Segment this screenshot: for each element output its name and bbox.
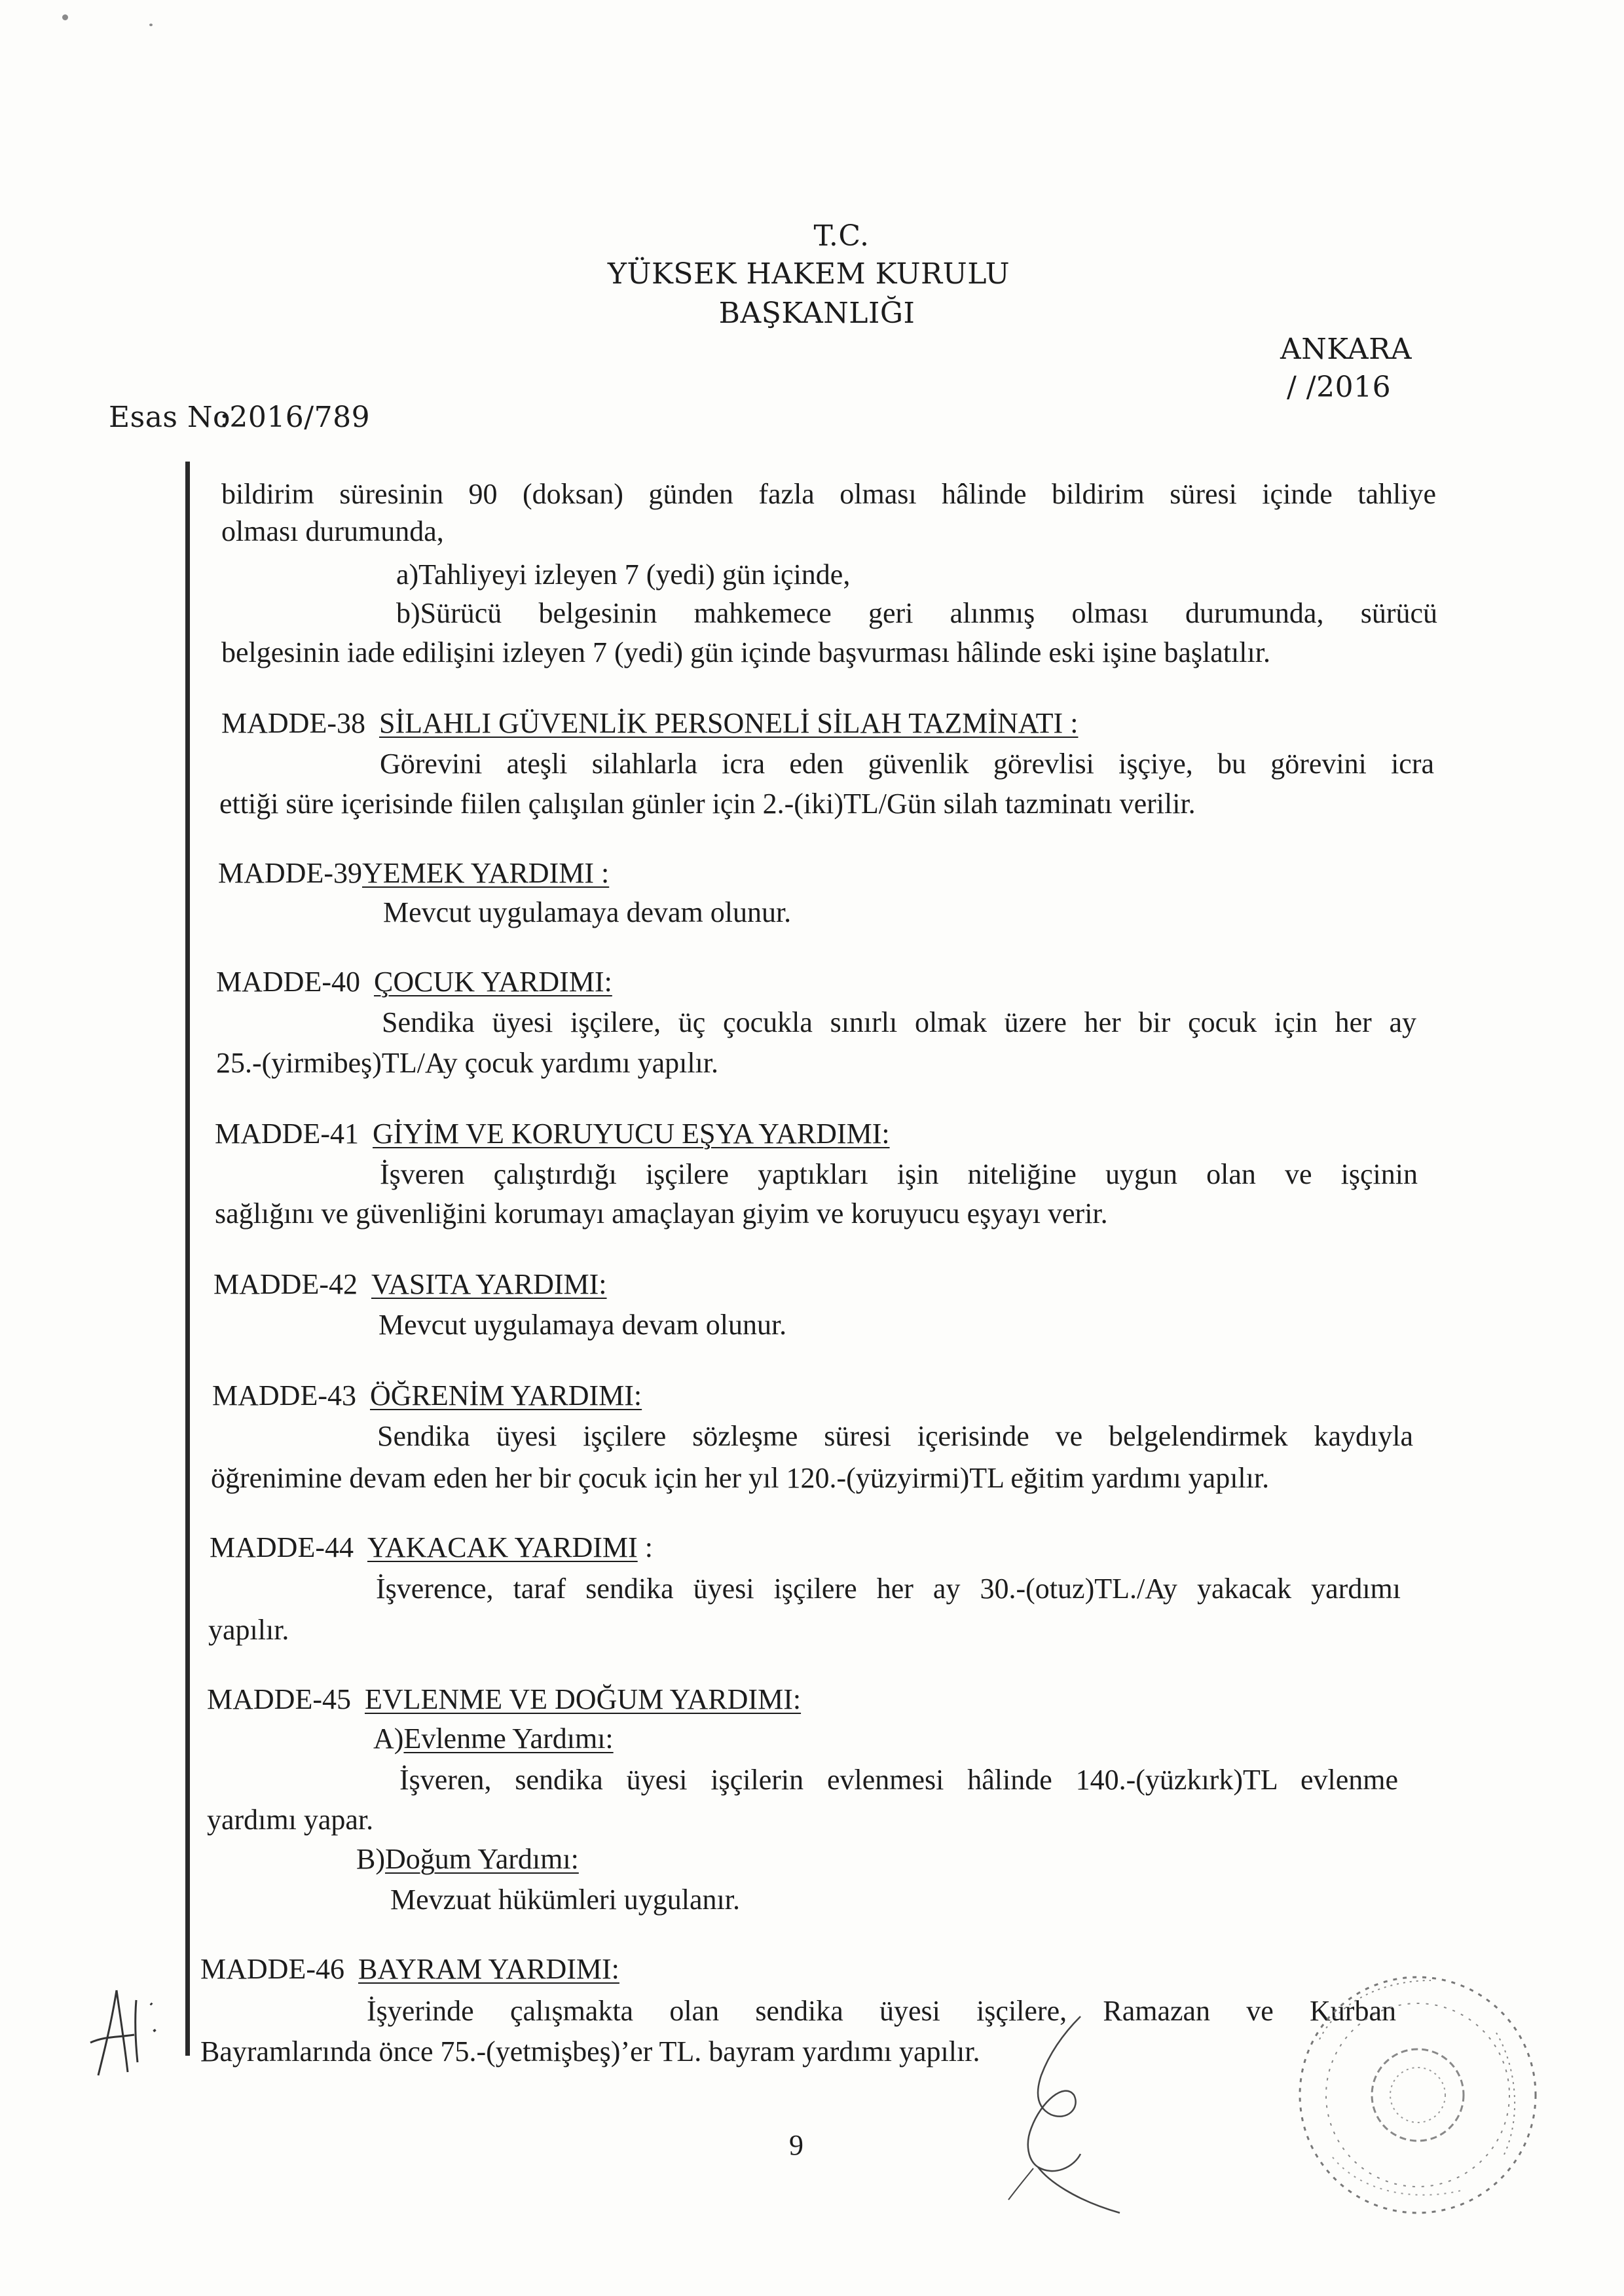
- article-40-text: Sendika üyesi işçilere, üç çocukla sınırlı olmak üzere her bir çocuk için her ay: [382, 1006, 1416, 1038]
- article-44-heading: [210, 1533, 653, 1562]
- header-presidency: BAŞKANLIĞI: [718, 297, 915, 330]
- article-46-heading: [200, 1955, 619, 1984]
- article-43-text: öğrenimine devam eden her bir çocuk için her yıl 120.-(yüzyirmi)TL eğitim yardımı yapılır.: [211, 1462, 1270, 1494]
- article-45-sub-b-heading: [356, 1845, 579, 1874]
- article-45-sub-b-text: Mevzuat hükümleri uygulanır.: [390, 1884, 740, 1916]
- header-date: / /2016: [1287, 371, 1392, 404]
- intro-item-b: b)Sürücü belgesinin mahkemece geri alınmış olması durumunda, sürücü: [396, 597, 1437, 629]
- article-number: MADDE-39: [218, 857, 362, 889]
- article-40-text: 25.-(yirmibeş)TL/Ay çocuk yardımı yapılır.: [216, 1047, 718, 1079]
- article-41-text: İşveren çalıştırdığı işçilere yaptıkları işin niteliğine uygun olan ve işçinin: [380, 1158, 1418, 1190]
- sub-title: Doğum Yardımı:: [385, 1843, 579, 1875]
- article-title: ÖĞRENİM YARDIMI:: [369, 1379, 642, 1412]
- article-title: EVLENME VE DOĞUM YARDIMI:: [364, 1683, 802, 1715]
- article-number: MADDE-46: [200, 1953, 344, 1985]
- article-45-sub-a-text: İşveren, sendika üyesi işçilerin evlenmesi hâlinde 140.-(yüzkırk)TL evlenme: [399, 1764, 1398, 1796]
- article-46-text: İşyerinde çalışmakta olan sendika üyesi işçilere, Ramazan ve Kurban: [367, 1995, 1396, 2027]
- article-title: VASITA YARDIMI:: [371, 1268, 607, 1300]
- article-title: SİLAHLI GÜVENLİK PERSONELİ SİLAH TAZMİNATI :: [378, 707, 1079, 739]
- article-45-heading: [207, 1685, 801, 1714]
- article-number: MADDE-45: [207, 1683, 351, 1715]
- article-title: ÇOCUK YARDIMI:: [373, 966, 612, 998]
- article-38-text: Görevini ateşli silahlarla icra eden güvenlik görevlisi işçiye, bu görevini icra: [380, 748, 1434, 780]
- article-46-text: Bayramlarında önce 75.-(yetmişbeş)’er TL. bayram yardımı yapılır.: [200, 2035, 980, 2068]
- scan-speck: [62, 14, 68, 20]
- article-44-text: yapılır.: [208, 1614, 289, 1646]
- sub-prefix: B): [356, 1843, 385, 1875]
- article-42-heading: [213, 1270, 607, 1299]
- header-city: ANKARA: [1280, 333, 1412, 366]
- article-number: MADDE-42: [213, 1268, 358, 1300]
- handwritten-initials: [79, 1964, 177, 2088]
- article-number: MADDE-41: [215, 1118, 359, 1150]
- signature: [969, 2003, 1139, 2219]
- header-tc: T.C.: [813, 219, 870, 253]
- article-number: MADDE-44: [210, 1531, 354, 1563]
- article-42-text: Mevcut uygulamaya devam olunur.: [378, 1309, 787, 1341]
- esas-label: Esas No: [109, 401, 231, 434]
- article-title-suffix: :: [637, 1531, 653, 1563]
- article-40-heading: [216, 968, 612, 996]
- article-41-heading: [215, 1120, 890, 1148]
- article-title: YEMEK YARDIMI :: [361, 857, 610, 889]
- sub-prefix: A): [373, 1722, 404, 1755]
- article-number: MADDE-43: [212, 1379, 356, 1412]
- intro-line: bildirim süresinin 90 (doksan) günden fazla olması hâlinde bildirim süresi içinde tahliye: [221, 478, 1436, 510]
- page-number: 9: [789, 2129, 803, 2161]
- article-41-text: sağlığını ve güvenliğini korumayı amaçlayan giyim ve koruyucu eşyayı verir.: [215, 1197, 1108, 1230]
- article-45-sub-a-text: yardımı yapar.: [207, 1804, 374, 1836]
- article-45-sub-a-heading: [373, 1724, 614, 1753]
- article-38-text: ettiği süre içerisinde fiilen çalışılan günler için 2.-(iki)TL/Gün silah tazminatı verilir.: [219, 788, 1196, 820]
- article-44-text: İşverence, taraf sendika üyesi işçilere her ay 30.-(otuz)TL./Ay yakacak yardımı: [376, 1573, 1401, 1605]
- article-38-heading: [221, 709, 1078, 738]
- article-43-heading: [212, 1381, 642, 1410]
- official-stamp: [1280, 1961, 1555, 2229]
- intro-line: olması durumunda,: [221, 515, 444, 547]
- header-institution: YÜKSEK HAKEM KURULU: [607, 257, 1010, 291]
- scan-speck: [149, 24, 153, 26]
- article-title: BAYRAM YARDIMI:: [358, 1953, 619, 1985]
- article-43-text: Sendika üyesi işçilere sözleşme süresi içerisinde ve belgelendirmek kaydıyla: [377, 1420, 1413, 1452]
- article-title: GİYİM VE KORUYUCU EŞYA YARDIMI:: [372, 1118, 890, 1150]
- esas-number: :2016/789: [219, 401, 371, 434]
- sub-title: Evlenme Yardımı:: [403, 1722, 614, 1755]
- intro-item-a: a)Tahliyeyi izleyen 7 (yedi) gün içinde,: [396, 558, 851, 591]
- article-number: MADDE-38: [221, 707, 365, 739]
- article-39-text: Mevcut uygulamaya devam olunur.: [383, 896, 792, 928]
- article-title: YAKACAK YARDIMI: [367, 1531, 638, 1563]
- intro-item-b-cont: belgesinin iade edilişini izleyen 7 (yedi) gün içinde başvurması hâlinde eski işine başlatılır.: [221, 636, 1270, 668]
- margin-bar: [185, 462, 190, 2056]
- article-number: MADDE-40: [216, 966, 360, 998]
- article-39-heading: [218, 859, 609, 888]
